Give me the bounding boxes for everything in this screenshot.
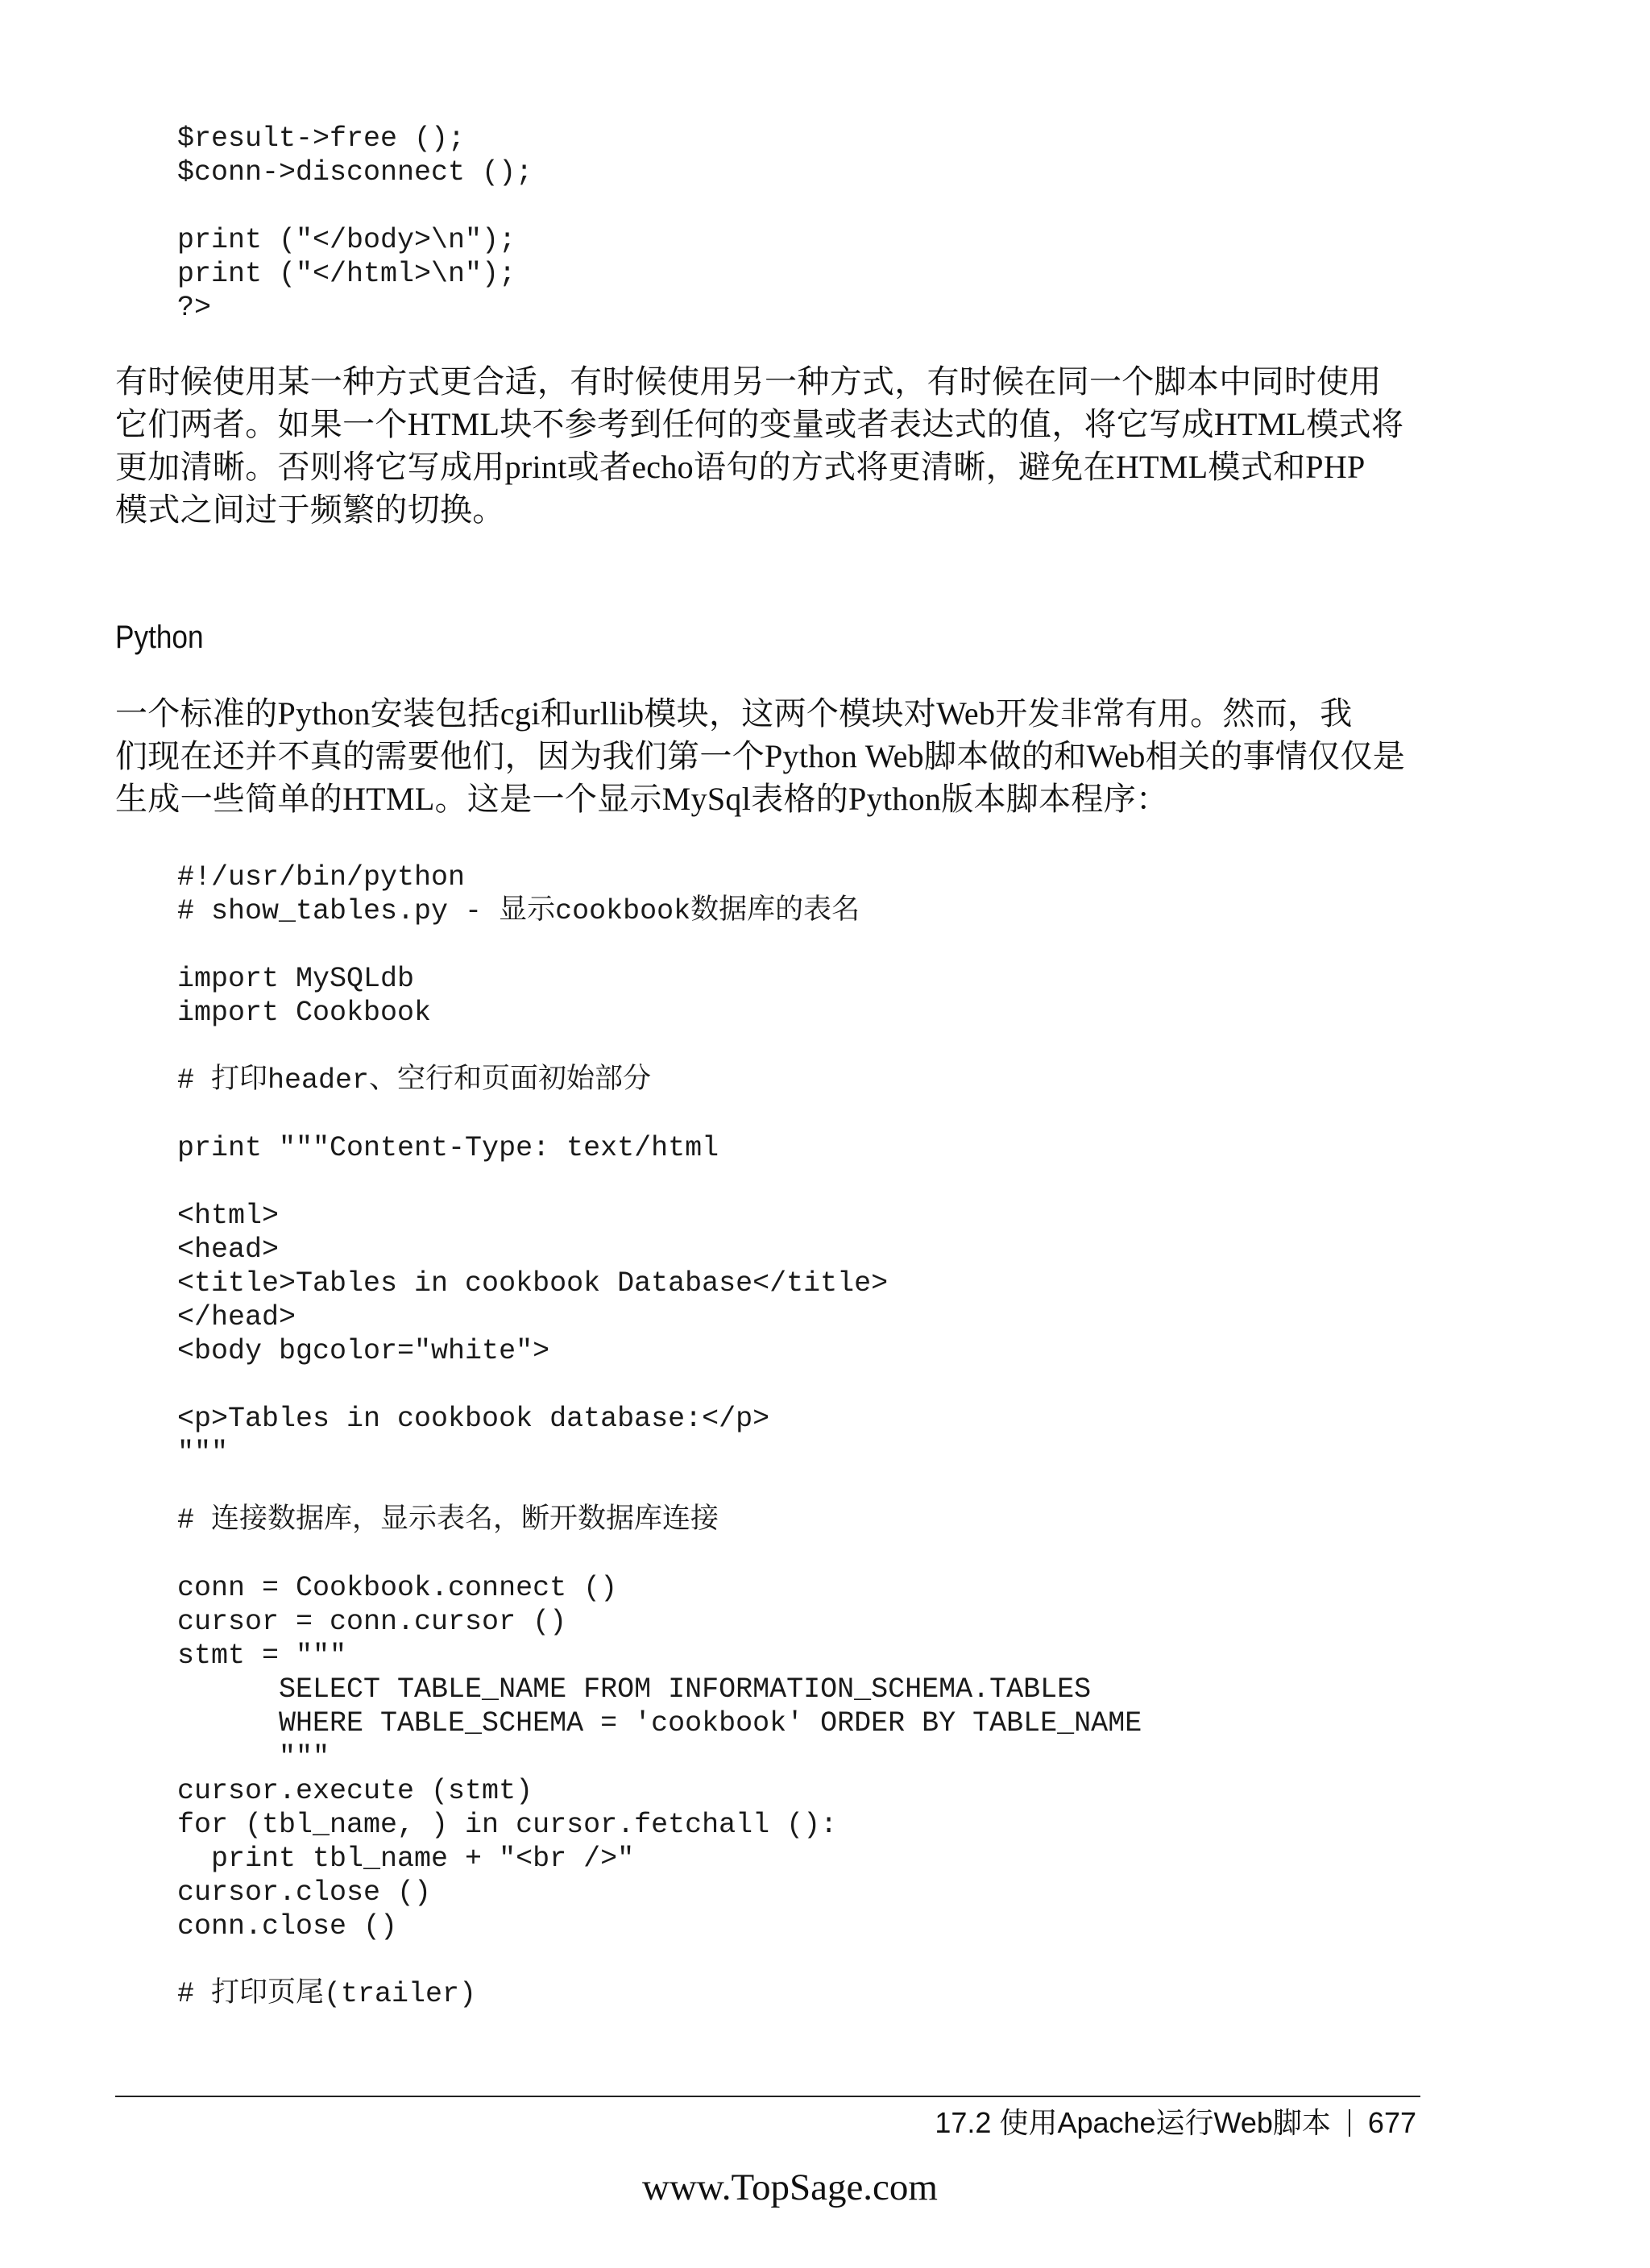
page-footer (935, 2105, 1416, 2141)
paragraph-html-php-modes (115, 360, 1412, 531)
paragraph-line: 们现在还并不真的需要他们，因为我们第一个Python Web脚本做的和Web相关的事情仅仅是 (115, 738, 1406, 774)
paragraph-python-intro (115, 692, 1412, 820)
paragraph-line: 生成一些简单的HTML。这是一个显示MySql表格的Python版本脚本程序： (115, 781, 1169, 817)
paragraph-line: 模式之间过于频繁的切换。 (115, 491, 505, 528)
paragraph-line: 一个标准的Python安装包括cgi和urllib模块，这两个模块对Web开发非常有用。然而，我 (115, 695, 1353, 732)
code-block-python-show-tables: #!/usr/bin/python # show_tables.py - 显示cookbook数据库的表名 import MySQLdb import Cookbook # 打印header、空行和页面初始部分 print """Content-Type: text/html <html> <head> <title>Tables in cookbook Database</title> </head> <body bgcolor="white"> <p>Tables in cookbook database:</p> """ # 连接数据库，显示表名，断开数据库连接 conn = Cookbook.connect () cursor = conn.cursor () stmt = """ SELECT TABLE_NAME FROM INFORMATION_SCHEMA.TABLES WHERE TABLE_SCHEMA = 'cookbook' ORDER BY TABLE_NAME """ cursor.execute (stmt) for (tbl_name, ) in cursor.fetchall (): print tbl_name + "<br />" cursor.close () conn.close () # 打印页尾(trailer) (177, 861, 1142, 2010)
watermark-url: www.TopSage.com (642, 2166, 938, 2208)
page-number: 677 (1367, 2106, 1416, 2139)
paragraph-line: 它们两者。如果一个HTML块不参考到任何的变量或者表达式的值，将它写成HTML模式将 (115, 406, 1404, 442)
footer-section-title: 17.2 使用Apache运行Web脚本 (935, 2106, 1331, 2139)
footer-divider (115, 2096, 1420, 2097)
paragraph-line: 更加清晰。否则将它写成用print或者echo语句的方式将更清晰，避免在HTML模式和PHP (115, 449, 1366, 485)
section-heading-python: Python (115, 620, 204, 655)
footer-separator (1349, 2109, 1350, 2137)
code-block-php-end: $result->free (); $conn->disconnect (); print ("</body>\n"); print ("</html>\n"); ?> (177, 122, 533, 324)
paragraph-line: 有时候使用某一种方式更合适，有时候使用另一种方式，有时候在同一个脚本中同时使用 (115, 363, 1382, 400)
